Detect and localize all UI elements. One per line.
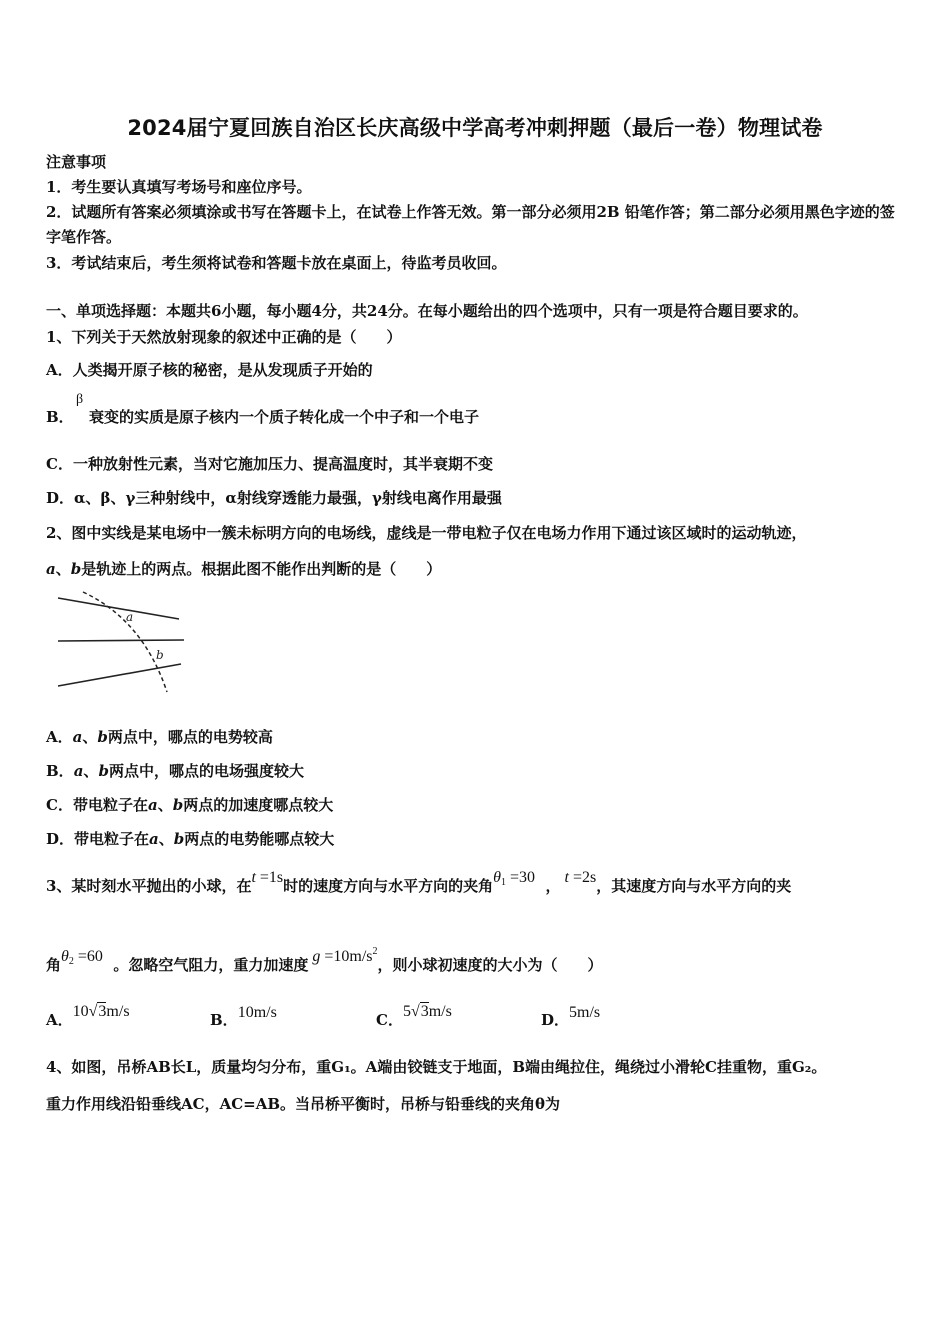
point-a-label: a [46, 560, 56, 578]
figure-label-a: a [126, 610, 134, 624]
section-heading: 一、单项选择题：本题共6小题，每小题4分，共24分。在每小题给出的四个选项中，只有一项是符合题目要求的。 [46, 302, 808, 320]
field-line-figure [55, 588, 190, 696]
q1-option-b-label: B． [46, 408, 74, 426]
page-title: 2024届宁夏回族自治区长庆高级中学高考冲刺押题（最后一卷）物理试卷 [127, 116, 823, 140]
t2-expression: t =2s [564, 869, 597, 886]
notice-item-3: 3．考试结束后，考生须将试卷和答题卡放在桌面上，待监考员收回。 [46, 254, 507, 272]
q2-option-a: A．a、b两点中，哪点的电势较高 [46, 728, 273, 746]
point-b-label: b [70, 560, 82, 578]
q3-line1: 3、某时刻水平抛出的小球，在t =1s时的速度方向与水平方向的夹角$\theta_1 =30$ ， t =2s，其速度方向与水平方向的夹 [46, 869, 792, 895]
figure-label-b: b [156, 648, 164, 662]
trajectory-dashed [83, 592, 167, 692]
t1-expression: t =1s [251, 869, 284, 886]
q3-line2: 角$\theta_2 =60$ 。忽略空气阻力，重力加速度 $g =10m/s^2$，则小球初速度的大小为（ ） [46, 946, 603, 974]
notice-item-2: 2．试题所有答案必须填涂或书写在答题卡上，在试卷上作答无效。第一部分必须用2B 铅笔作答；第二部分必须用黑色字迹的签字笔作答。 [46, 203, 895, 246]
notice-heading: 注意事项 [46, 153, 107, 171]
q2-stem-line2: a、b是轨迹上的两点。根据此图不能作出判断的是（ ） [46, 560, 442, 578]
q3-option-a: A．10√3m/s [46, 1003, 130, 1029]
q3-option-b: B．10m/s [210, 1004, 277, 1029]
beta-symbol: β [76, 392, 84, 407]
q1-option-c: C．一种放射性元素，当对它施加压力、提高温度时，其半衰期不变 [46, 455, 493, 473]
notice-item-1: 1．考生要认真填写考场号和座位序号。 [46, 178, 312, 196]
q3-option-c: C．5√3m/s [376, 1003, 452, 1029]
q1-option-b-text: 衰变的实质是原子核内一个质子转化成一个中子和一个电子 [89, 408, 480, 426]
q4-line2: 重力作用线沿铅垂线AC，AC=AB。当吊桥平衡时，吊桥与铅垂线的夹角θ为 [46, 1095, 561, 1113]
q3-option-d: D．5m/s [541, 1004, 601, 1029]
g-expression: $g =10m/s^2$ [312, 946, 378, 965]
q1-option-a: A．人类揭开原子核的秘密，是从发现质子开始的 [46, 361, 373, 379]
q2-option-b: B．a、b两点中，哪点的电场强度较大 [46, 762, 304, 780]
field-line-middle [58, 640, 184, 641]
q1-stem: 1、下列关于天然放射现象的叙述中正确的是（ ） [46, 328, 402, 346]
theta2-expression: $\theta_2 =60$ [61, 948, 103, 967]
theta1-expression: $\theta_1 =30$ [493, 869, 536, 888]
q1-option-d: D．α、β、γ三种射线中，α射线穿透能力最强，γ射线电离作用最强 [46, 489, 502, 507]
q2-option-c: C．带电粒子在a、b两点的加速度哪点较大 [46, 796, 334, 814]
field-line-bottom [58, 664, 181, 686]
q2-stem-line1: 2、图中实线是某电场中一簇未标明方向的电场线，虚线是一带电粒子仅在电场力作用下通过该区域时的运动轨迹， [46, 524, 807, 542]
q2-option-d: D．带电粒子在a、b两点的电势能哪点较大 [46, 830, 335, 848]
q4-line1: 4、如图，吊桥AB长L，质量均匀分布，重G₁。A端由铰链支于地面，B端由绳拉住，绳绕过小滑轮C挂重物，重G₂。 [46, 1058, 827, 1076]
